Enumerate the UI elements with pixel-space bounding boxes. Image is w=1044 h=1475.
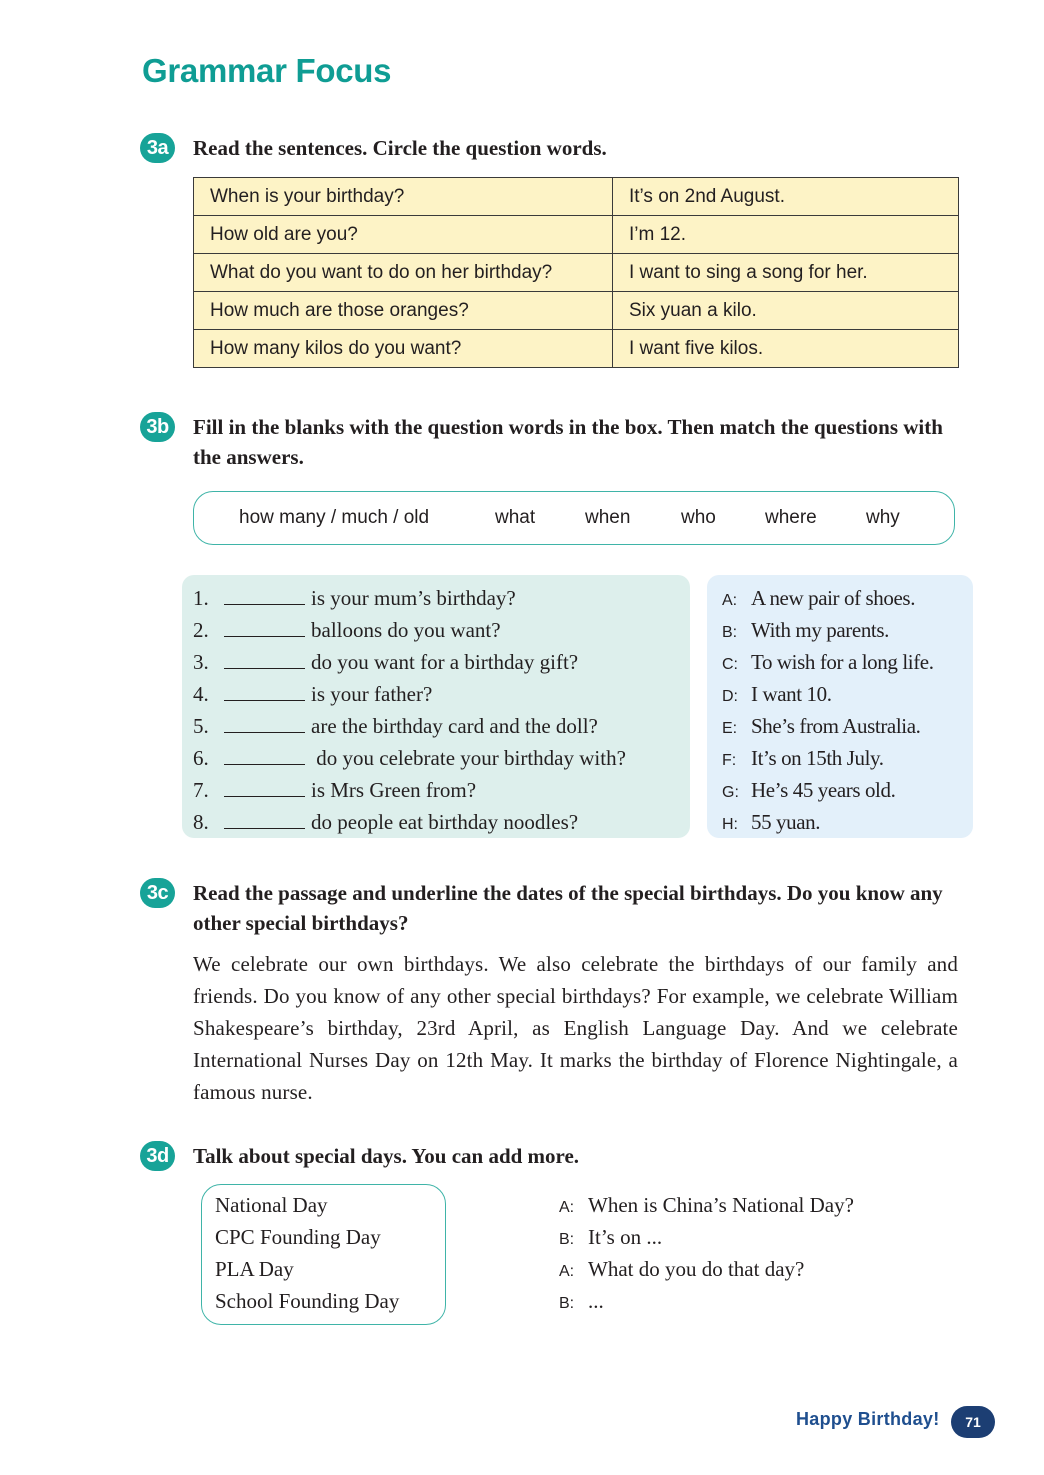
list-item xyxy=(722,678,934,710)
list-item xyxy=(722,614,934,646)
dialogue-line xyxy=(559,1221,854,1253)
speaker-label: A: xyxy=(559,1199,575,1216)
table-row xyxy=(194,178,959,216)
question-cell[interactable]: How much are those oranges? xyxy=(194,292,613,330)
question-word-box xyxy=(193,491,955,545)
list-item xyxy=(722,646,934,678)
question-text: do you celebrate your birthday with? xyxy=(311,746,626,770)
dialogue-text: ... xyxy=(588,1289,604,1313)
answer-text: It’s on 15th July. xyxy=(751,746,884,770)
question-number: 7. xyxy=(193,778,209,802)
answer-cell: I’m 12. xyxy=(613,216,959,254)
answer-cell: It’s on 2nd August. xyxy=(613,178,959,216)
answer-cell: Six yuan a kilo. xyxy=(613,292,959,330)
answer-blank[interactable] xyxy=(224,746,305,765)
question-text: balloons do you want? xyxy=(311,618,501,642)
instruction-3d: Talk about special days. You can add more. xyxy=(193,1144,580,1168)
exercise-badge-3b: 3b xyxy=(140,412,175,442)
special-day-item: School Founding Day xyxy=(215,1289,400,1313)
word-option: what xyxy=(495,507,536,528)
answer-blank[interactable] xyxy=(224,778,305,797)
question-number: 1. xyxy=(193,586,209,610)
answer-text: She’s from Australia. xyxy=(751,714,921,738)
speaker-label: A: xyxy=(559,1263,575,1280)
special-day-item: CPC Founding Day xyxy=(215,1225,381,1249)
answer-blank[interactable] xyxy=(224,586,305,605)
list-item xyxy=(193,582,626,614)
question-answer-table xyxy=(193,177,959,368)
table-row xyxy=(194,216,959,254)
answer-cell: I want five kilos. xyxy=(613,330,959,368)
list-item xyxy=(722,806,934,838)
question-number: 8. xyxy=(193,810,209,834)
question-number: 5. xyxy=(193,714,209,738)
question-cell[interactable]: When is your birthday? xyxy=(194,178,613,216)
special-days-list xyxy=(215,1189,399,1317)
table-row xyxy=(194,292,959,330)
list-item xyxy=(193,774,626,806)
answer-text: With my parents. xyxy=(751,618,889,642)
answer-letter: A: xyxy=(722,592,738,609)
answer-cell: I want to sing a song for her. xyxy=(613,254,959,292)
answer-text: A new pair of shoes. xyxy=(751,586,916,610)
list-item xyxy=(722,582,934,614)
answer-letter: F: xyxy=(722,752,737,769)
answer-blank[interactable] xyxy=(224,810,305,829)
footer-unit-title: Happy Birthday! xyxy=(796,1409,940,1429)
question-text: is your father? xyxy=(311,682,433,706)
table-row xyxy=(194,254,959,292)
word-option: why xyxy=(866,507,900,528)
answer-letter: E: xyxy=(722,720,738,737)
question-number: 3. xyxy=(193,650,209,674)
word-option: when xyxy=(585,507,631,528)
table-row xyxy=(194,330,959,368)
dialogue-text: When is China’s National Day? xyxy=(588,1193,854,1217)
reading-passage[interactable]: We celebrate our own birthdays. We also celebrate the birthdays of our family and friends. Do you know of any other special birthdays? For example, we celebrate William Shakespeare’s birthday, 23rd April, as English Language Day. And we celebrate International Nurses Day on 12th May. It marks the birthday of Florence Nightingale, a famous nurse. xyxy=(193,952,958,1104)
word-option: where xyxy=(765,507,817,528)
list-item xyxy=(193,742,626,774)
speaker-label: B: xyxy=(559,1295,575,1312)
answer-letter: C: xyxy=(722,656,738,673)
question-text: is Mrs Green from? xyxy=(311,778,477,802)
dialogue-text: What do you do that day? xyxy=(588,1257,805,1281)
answer-text: 55 yuan. xyxy=(751,810,821,834)
list-item xyxy=(193,646,626,678)
dialogue-line xyxy=(559,1285,854,1317)
special-day-item: National Day xyxy=(215,1193,328,1217)
question-cell[interactable]: How many kilos do you want? xyxy=(194,330,613,368)
question-number: 2. xyxy=(193,618,209,642)
answer-text: To wish for a long life. xyxy=(751,650,934,674)
answer-text: He’s 45 years old. xyxy=(751,778,896,802)
list-item xyxy=(193,614,626,646)
dialogue-line xyxy=(559,1253,854,1285)
question-text: is your mum’s birthday? xyxy=(311,586,516,610)
list-item xyxy=(193,678,626,710)
answer-letter: G: xyxy=(722,784,739,801)
instruction-3c: Read the passage and underline the dates of the special birthdays. Do you know any other special birthdays? xyxy=(193,881,943,935)
speaker-label: B: xyxy=(559,1231,575,1248)
answer-blank[interactable] xyxy=(224,714,305,733)
page-title: Grammar Focus xyxy=(142,52,392,89)
answers-list xyxy=(722,582,934,838)
answer-blank[interactable] xyxy=(224,618,305,637)
answer-letter: D: xyxy=(722,688,738,705)
answer-letter: B: xyxy=(722,624,738,641)
question-number: 4. xyxy=(193,682,209,706)
questions-list xyxy=(193,582,626,838)
question-cell[interactable]: How old are you? xyxy=(194,216,613,254)
answer-blank[interactable] xyxy=(224,682,305,701)
list-item xyxy=(722,710,934,742)
question-text: are the birthday card and the doll? xyxy=(311,714,598,738)
list-item xyxy=(193,806,626,838)
instruction-3b: Fill in the blanks with the question words in the box. Then match the questions with the answers. xyxy=(193,415,943,469)
question-text: do you want for a birthday gift? xyxy=(311,650,579,674)
special-day-item: PLA Day xyxy=(215,1257,294,1281)
instruction-3a: Read the sentences. Circle the question words. xyxy=(193,136,607,160)
answer-blank[interactable] xyxy=(224,650,305,669)
question-cell[interactable]: What do you want to do on her birthday? xyxy=(194,254,613,292)
exercise-badge-3c: 3c xyxy=(140,878,175,908)
list-item xyxy=(722,774,934,806)
word-option: how many / much / old xyxy=(239,507,430,528)
question-number: 6. xyxy=(193,746,209,770)
exercise-badge-3d: 3d xyxy=(140,1141,175,1171)
sample-dialogue xyxy=(559,1189,854,1317)
answer-letter: H: xyxy=(722,816,738,833)
word-option: who xyxy=(681,507,716,528)
dialogue-text: It’s on ... xyxy=(588,1225,663,1249)
answer-text: I want 10. xyxy=(751,682,832,706)
dialogue-line xyxy=(559,1189,854,1221)
question-text: do people eat birthday noodles? xyxy=(311,810,579,834)
exercise-badge-3a: 3a xyxy=(140,133,175,163)
page-number-badge: 71 xyxy=(951,1406,995,1438)
list-item xyxy=(193,710,626,742)
list-item xyxy=(722,742,934,774)
